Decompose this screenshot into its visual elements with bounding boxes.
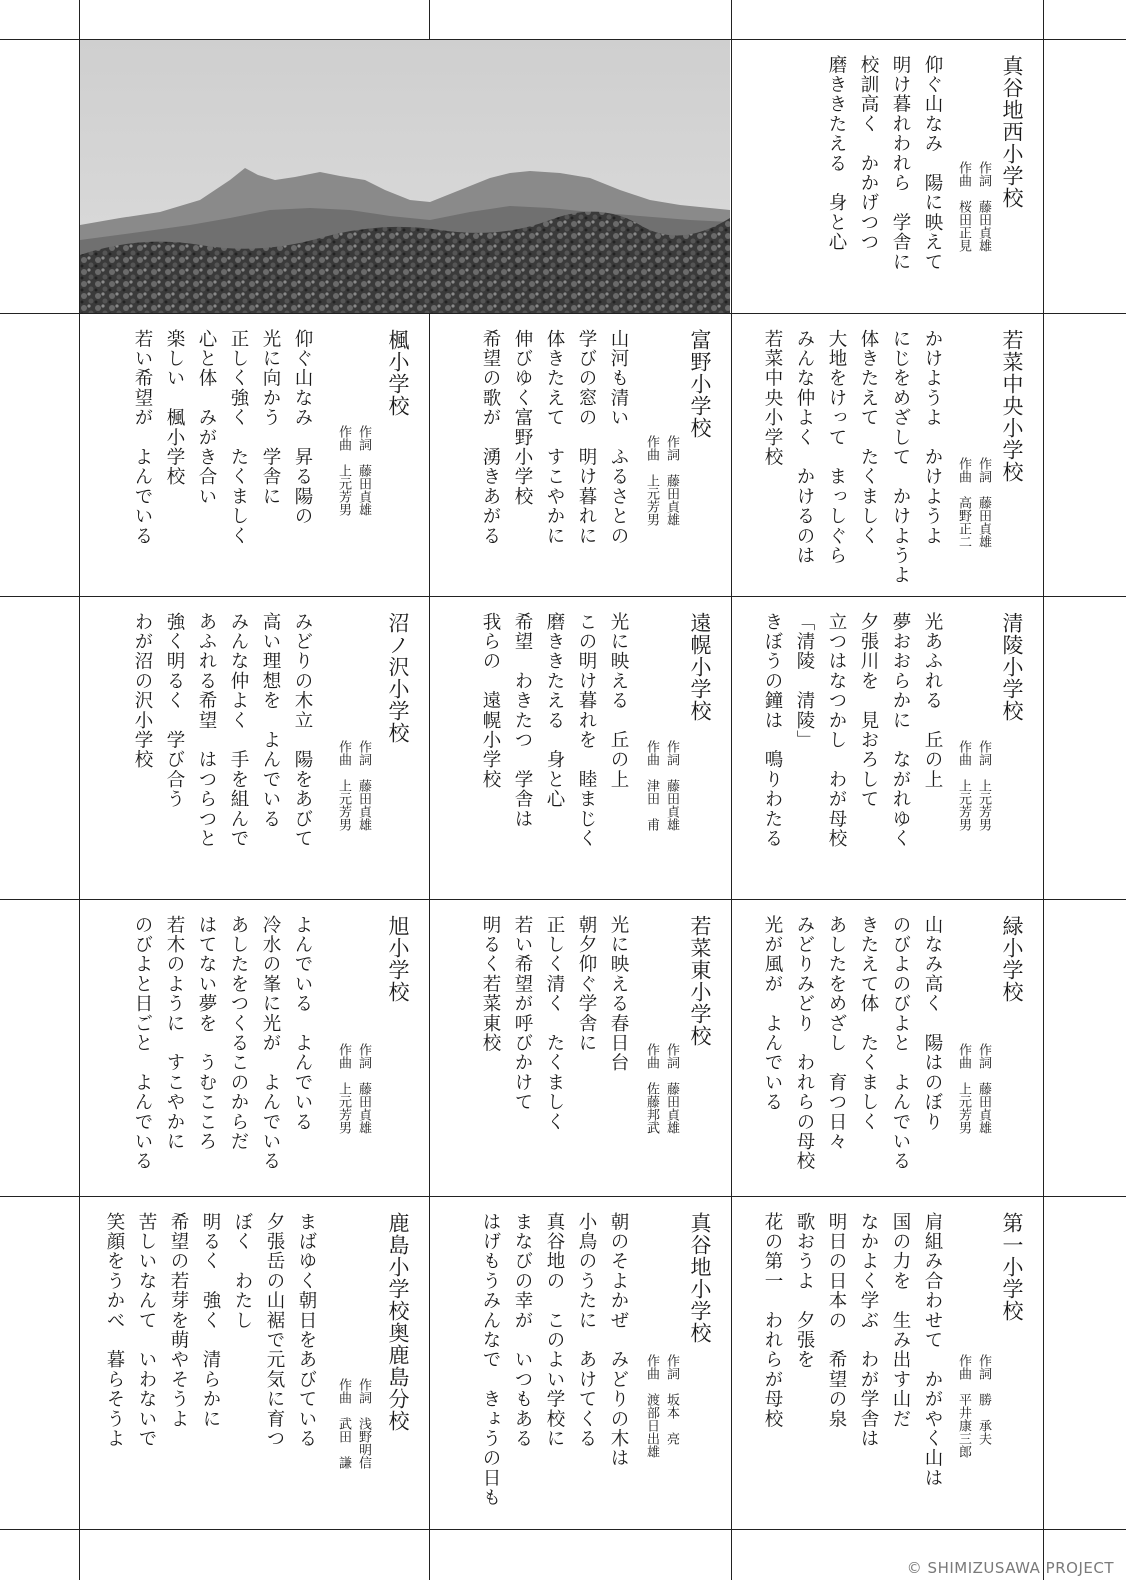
lyric-line: 正しく清く たくましく: [544, 915, 565, 1132]
school-card-numanosawa: [81, 598, 427, 897]
lyric-line: 肩組み合わせて かがやく山は: [922, 1212, 943, 1488]
school-card-asahi: [81, 901, 427, 1194]
lyric-line: 「清陵 清陵」: [794, 612, 815, 750]
school-title: 楓小学校: [386, 329, 410, 417]
lyric-line: 朝のそよかぜ みどりの木は: [608, 1212, 629, 1469]
composer-credit: 作曲 平井康三郎: [956, 1354, 971, 1458]
grid-line: [0, 899, 1126, 900]
lyric-line: あしたをつくるこのからだ: [228, 915, 249, 1152]
lyric-line: 明るく 強く 清らかに: [200, 1212, 221, 1429]
lyric-line: 朝夕仰ぐ学舎に: [576, 915, 597, 1053]
lyric-line: わが沼の沢小学校: [132, 612, 153, 770]
school-title: 緑小学校: [1000, 915, 1024, 1003]
lyricist-credit: 作詞 藤田貞雄: [664, 435, 679, 526]
lyric-line: 仰ぐ山なみ 昇る陽の: [292, 329, 313, 526]
lyric-line: 夕張岳の山裾で元気に育つ: [264, 1212, 285, 1449]
lyricist-credit: 作詞 坂本 亮: [664, 1354, 679, 1445]
lyric-line: のびよと日ごと よんでいる: [132, 915, 153, 1172]
lyric-line: 小鳥のうたに あけてくる: [576, 1212, 597, 1449]
lyric-line: 真谷地の このよい学校に: [544, 1212, 565, 1449]
school-title: 若菜東小学校: [688, 915, 712, 1047]
school-title: 真谷地西小学校: [1000, 55, 1024, 209]
lyric-line: まばゆく朝日をあびている: [296, 1212, 317, 1449]
composer-credit: 作曲 桜田正見: [956, 161, 971, 252]
lyric-line: 体きたえて たくましく: [858, 329, 879, 546]
lyric-line: にじをめざして かけようよ: [890, 329, 911, 586]
lyric-line: 歌おうよ 夕張を: [794, 1212, 815, 1370]
school-card-daiichi: [733, 1198, 1041, 1527]
school-title: 遠幌小学校: [688, 612, 712, 722]
lyric-line: 我らの 遠幌小学校: [480, 612, 501, 790]
lyric-line: 正しく強く たくましく: [228, 329, 249, 546]
composer-credit: 作曲 武田 謙: [336, 1378, 351, 1469]
lyricist-credit: 作詞 藤田貞雄: [976, 457, 991, 548]
copyright-footer: © SHIMIZUSAWA PROJECT: [906, 1559, 1114, 1577]
lyric-line: はげもうみんなで きょうの日も: [480, 1212, 501, 1508]
lyric-line: 苦しいなんて いわないで: [136, 1212, 157, 1449]
lyric-line: 磨ききたえる 身と心: [826, 55, 847, 252]
school-title: 旭小学校: [386, 915, 410, 1003]
school-card-tomino: [431, 315, 729, 594]
lyric-line: 国の力を 生み出す山だ: [890, 1212, 911, 1429]
lyricist-credit: 作詞 藤田貞雄: [664, 740, 679, 831]
lyric-line: 大地をけって まっしぐら: [826, 329, 847, 566]
composer-credit: 作曲 佐藤邦武: [644, 1043, 659, 1134]
school-card-wakana-higashi: [431, 901, 729, 1194]
lyric-line: はてない夢を うむこころ: [196, 915, 217, 1152]
composer-credit: 作曲 高野正二: [956, 457, 971, 548]
lyric-line: ぼく わたし: [232, 1212, 253, 1331]
lyric-line: 明るく若菜東校: [480, 915, 501, 1053]
lyric-line: 光に映える春日台: [608, 915, 629, 1073]
lyric-line: 笑顔をうかべ 暮らそうよ: [104, 1212, 125, 1449]
composer-credit: 作曲 上元芳男: [336, 425, 351, 516]
lyric-line: 光が風が よんでいる: [762, 915, 783, 1112]
lyric-line: あしたをめざし 育つ日々: [826, 915, 847, 1152]
lyric-line: 夕張川を 見おろして: [858, 612, 879, 809]
lyric-line: あふれる希望 はつらつと: [196, 612, 217, 849]
composer-credit: 作曲 上元芳男: [956, 740, 971, 831]
lyric-line: 希望の歌が 湧きあがる: [480, 329, 501, 546]
lyric-line: 希望の若芽を萌やそうよ: [168, 1212, 189, 1429]
lyric-line: 高い理想を よんでいる: [260, 612, 281, 829]
lyric-line: 山なみ高く 陽はのぼり: [922, 915, 943, 1132]
composer-credit: 作曲 上元芳男: [956, 1043, 971, 1134]
lyric-line: 光に向かう 学舎に: [260, 329, 281, 507]
lyric-line: 山河も清い ふるさとの: [608, 329, 629, 546]
lyric-line: みんな仲よく かけるのは: [794, 329, 815, 566]
lyric-line: きぼうの鐘は 鳴りわたる: [762, 612, 783, 849]
lyricist-credit: 作詞 藤田貞雄: [356, 740, 371, 831]
school-title: 富野小学校: [688, 329, 712, 439]
lyric-line: かけようよ かけようよ: [922, 329, 943, 546]
composer-credit: 作曲 上元芳男: [336, 740, 351, 831]
composer-credit: 作曲 上元芳男: [644, 435, 659, 526]
lyric-line: 若い希望が よんでいる: [132, 329, 153, 546]
lyricist-credit: 作詞 浅野明信: [356, 1378, 371, 1469]
school-card-mayachi: [431, 1198, 729, 1527]
lyric-line: 若い希望が呼びかけて: [512, 915, 533, 1112]
lyricist-credit: 作詞 藤田貞雄: [976, 161, 991, 252]
lyric-line: 伸びゆく富野小学校: [512, 329, 533, 507]
grid-line: [0, 596, 1126, 597]
lyricist-credit: 作詞 藤田貞雄: [356, 425, 371, 516]
lyricist-credit: 作詞 上元芳男: [976, 740, 991, 831]
lyric-line: よんでいる よんでいる: [292, 915, 313, 1132]
lyric-line: 磨ききたえる 身と心: [544, 612, 565, 809]
lyric-line: 光に映える 丘の上: [608, 612, 629, 790]
grid-line-bottom: [0, 1529, 1126, 1530]
lyricist-credit: 作詞 藤田貞雄: [976, 1043, 991, 1134]
composer-credit: 作曲 渡部日出雄: [644, 1354, 659, 1458]
school-title: 清陵小学校: [1000, 612, 1024, 722]
lyric-line: みどりの木立 陽をあびて: [292, 612, 313, 849]
lyric-line: 立つはなつかし わが母校: [826, 612, 847, 849]
school-card-wakana-chuo: [733, 315, 1041, 594]
lyric-line: 体きたえて すこやかに: [544, 329, 565, 546]
lyricist-credit: 作詞 藤田貞雄: [356, 1043, 371, 1134]
lyric-line: みどりみどり われらの母校: [794, 915, 815, 1172]
lyric-line: なかよく学ぶ わが学舎は: [858, 1212, 879, 1449]
lyric-line: 楽しい 楓小学校: [164, 329, 185, 487]
lyric-line: 希望 わきたつ 学舎は: [512, 612, 533, 829]
lyric-line: のびよのびよと よんでいる: [890, 915, 911, 1172]
school-card-mayachi-nishi: [733, 41, 1041, 311]
school-card-kaede: [81, 315, 427, 594]
grid-line-center: [731, 0, 732, 1580]
lyric-line: 夢おおらかに ながれゆく: [890, 612, 911, 849]
grid-line: [0, 313, 1126, 314]
lyric-line: 学びの窓の 明け暮れに: [576, 329, 597, 546]
school-card-seiryo: [733, 598, 1041, 897]
school-card-kashima-okukashima: [81, 1198, 427, 1527]
school-title: 若菜中央小学校: [1000, 329, 1024, 483]
school-card-tomihoro: [431, 598, 729, 897]
lyricist-credit: 作詞 勝 承夫: [976, 1354, 991, 1445]
school-title: 真谷地小学校: [688, 1212, 712, 1344]
lyric-line: この明け暮れを 睦まじく: [576, 612, 597, 849]
lyric-line: みんな仲よく 手を組んで: [228, 612, 249, 849]
composer-credit: 作曲 津田 甫: [644, 740, 659, 831]
school-title: 第一小学校: [1000, 1212, 1024, 1322]
lyric-line: 心と体 みがき合い: [196, 329, 217, 507]
school-title: 沼ノ沢小学校: [386, 612, 410, 744]
school-card-midori: [733, 901, 1041, 1194]
lyric-line: 若木のように すこやかに: [164, 915, 185, 1152]
mountain-photo: [80, 40, 730, 313]
composer-credit: 作曲 上元芳男: [336, 1043, 351, 1134]
school-title: 鹿島小学校奥鹿島分校: [386, 1212, 410, 1432]
lyric-line: 明日の日本の 希望の泉: [826, 1212, 847, 1429]
lyric-line: 明け暮れわれら 学舎に: [890, 55, 911, 272]
lyricist-credit: 作詞 藤田貞雄: [664, 1043, 679, 1134]
lyric-line: きたえて体 たくましく: [858, 915, 879, 1132]
lyric-line: 冷水の峯に光が よんでいる: [260, 915, 281, 1172]
lyric-line: 校訓高く かかげつつ: [858, 55, 879, 252]
lyric-line: 花の第一 われらが母校: [762, 1212, 783, 1429]
lyric-line: まなびの幸が いつもある: [512, 1212, 533, 1449]
lyric-line: 光あふれる 丘の上: [922, 612, 943, 790]
lyric-line: 仰ぐ山なみ 陽に映えて: [922, 55, 943, 272]
lyric-line: 強く明るく 学び合う: [164, 612, 185, 809]
grid-line-right: [1043, 0, 1044, 1580]
lyric-line: 若菜中央小学校: [762, 329, 783, 467]
grid-line: [0, 1196, 1126, 1197]
